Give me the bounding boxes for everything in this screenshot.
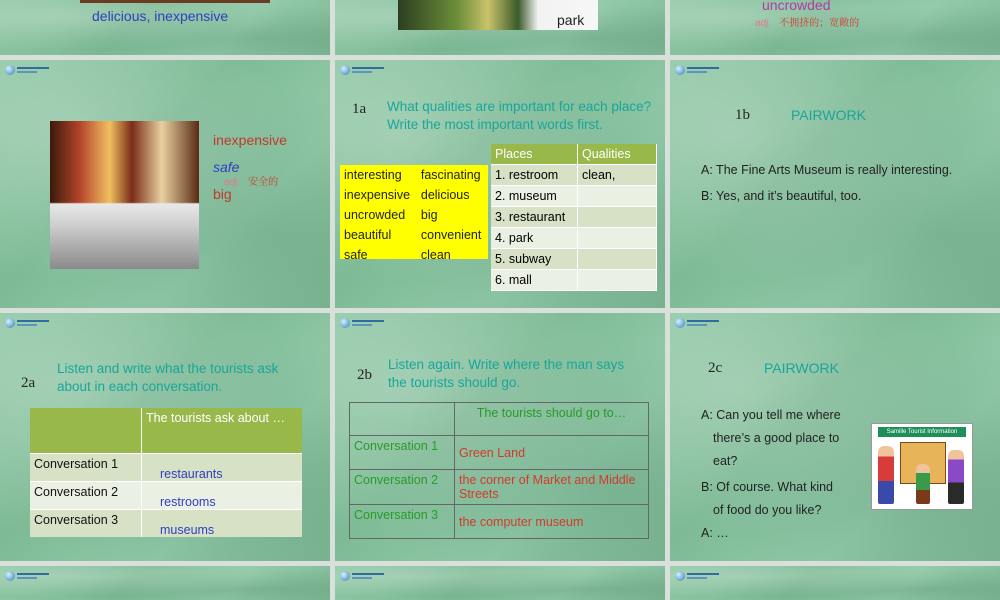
word-bank-word: interesting: [344, 168, 402, 182]
slide-bottom-middle[interactable]: [335, 566, 665, 600]
logo-icon: [5, 65, 51, 75]
places-row: [491, 228, 657, 249]
conversation-row: [350, 470, 649, 505]
tourists-table: [30, 408, 302, 537]
quality-cell[interactable]: clean,: [578, 165, 657, 186]
places-row: [491, 207, 657, 228]
places-row: [491, 186, 657, 207]
conversation-row: [350, 505, 649, 539]
destination-answer[interactable]: Green Land: [455, 436, 649, 470]
slide-top-middle[interactable]: [335, 0, 665, 55]
ask-about-answer[interactable]: museums: [142, 510, 303, 538]
slide-bottom-left[interactable]: [0, 566, 330, 600]
exercise-number: 1a: [352, 101, 367, 117]
word-inexpensive: inexpensive: [213, 132, 287, 148]
logo-icon: [340, 571, 386, 581]
destination-answer[interactable]: the corner of Market and Middle Streets: [455, 470, 649, 505]
dialogue: [701, 404, 871, 545]
header-blank: [30, 408, 142, 454]
dialogue-line: B: Of course. What kind: [701, 480, 833, 494]
dialogue-line: eat?: [713, 454, 738, 468]
instruction: Listen and write what the tourists ask about in each conversation.: [57, 361, 279, 394]
dialogue-line-a: A: The Fine Arts Museum is really interesting.: [701, 163, 953, 177]
logo-icon: [340, 318, 386, 328]
word-safe: safe: [213, 159, 240, 175]
slide-bottom-right[interactable]: [670, 566, 1000, 600]
destination-answer[interactable]: the computer museum: [455, 505, 649, 539]
quality-cell[interactable]: [578, 186, 657, 207]
conversation-label: Conversation 1: [350, 436, 455, 470]
word-bank-word: safe: [344, 248, 368, 262]
logo-icon: [675, 65, 721, 75]
conversation-row: [30, 510, 302, 538]
word-bank-word: fascinating: [420, 168, 481, 182]
conversation-label: Conversation 1: [30, 454, 142, 482]
pos-label: adj.: [755, 18, 772, 29]
caption-park: park: [557, 12, 585, 28]
word-bank-row: [340, 165, 488, 185]
place-cell: 2. museum: [491, 186, 578, 207]
dialogue-line: A: …: [701, 526, 729, 540]
word-uncrowded: uncrowded: [762, 0, 831, 13]
ask-about-answer[interactable]: restrooms: [142, 482, 303, 510]
exercise-number: 1b: [735, 107, 750, 123]
conversation-row: [30, 482, 302, 510]
conversation-label: Conversation 3: [30, 510, 142, 538]
tourist-info-cartoon: [871, 423, 973, 510]
logo-icon: [5, 571, 51, 581]
person-middle-icon: [916, 464, 930, 504]
conversation-row: [350, 436, 649, 470]
quality-cell[interactable]: [578, 249, 657, 270]
slide-top-left[interactable]: [0, 0, 330, 55]
header-blank: [350, 403, 455, 436]
dialogue-line: there’s a good place to: [713, 431, 840, 445]
quality-cell[interactable]: [578, 207, 657, 228]
place-cell: 5. subway: [491, 249, 578, 270]
slide-top-right[interactable]: [670, 0, 1000, 55]
conversation-row: [30, 454, 302, 482]
slide-2a[interactable]: [0, 313, 330, 561]
word-bank-word: delicious: [420, 188, 470, 202]
caption-delicious: delicious, inexpensive: [92, 8, 229, 24]
word-bank-table: [340, 165, 488, 265]
word-big: big: [213, 186, 232, 202]
dialogue-line: of food do you like?: [713, 503, 822, 517]
header-qualities: Qualities: [578, 144, 657, 165]
word-bank-word: uncrowded: [344, 208, 406, 222]
place-cell: 1. restroom: [491, 165, 578, 186]
conversation-label: Conversation 3: [350, 505, 455, 539]
header-should-go: The tourists should go to…: [455, 403, 649, 436]
quality-cell[interactable]: [578, 228, 657, 249]
pairwork-title: PAIRWORK: [764, 360, 839, 376]
word-bank-word: convenient: [420, 228, 482, 242]
slide-vocab-safe[interactable]: [0, 60, 330, 308]
uncrowded-definition: [755, 17, 875, 30]
pairwork-title: PAIRWORK: [791, 107, 866, 123]
person-right-icon: [948, 450, 964, 504]
destinations-table: [349, 402, 649, 539]
pos-label: adj.: [224, 177, 241, 188]
header-places: Places: [491, 144, 578, 165]
dialogue-line: A: Can you tell me where: [701, 408, 841, 422]
person-left-icon: [878, 446, 894, 504]
conversation-label: Conversation 2: [350, 470, 455, 505]
slide-2b[interactable]: [335, 313, 665, 561]
quality-cell[interactable]: [578, 270, 657, 291]
food-photo-bottom: [80, 0, 270, 3]
places-row: [491, 270, 657, 291]
word-bank-word: clean: [420, 248, 451, 262]
safe-definition: [224, 173, 278, 188]
places-row: [491, 249, 657, 270]
word-bank-row: [340, 245, 488, 265]
word-bank-word: beautiful: [344, 228, 392, 242]
word-bank-word: inexpensive: [344, 188, 411, 202]
word-bank-row: [340, 205, 488, 225]
exercise-number: 2c: [708, 360, 723, 376]
meaning: 不拥挤的；宽敞的: [779, 18, 860, 29]
word-bank: [340, 165, 488, 262]
logo-icon: [675, 571, 721, 581]
logo-icon: [675, 318, 721, 328]
slide-1a[interactable]: [335, 60, 665, 308]
place-cell: 6. mall: [491, 270, 578, 291]
restaurant-photo: [50, 121, 199, 269]
meaning: 安全的: [248, 177, 279, 188]
word-bank-word: big: [420, 208, 438, 222]
instruction: Listen again. Write where the man says the tourists should go.: [388, 357, 625, 390]
word-bank-row: [340, 185, 488, 205]
logo-icon: [5, 318, 51, 328]
instruction: What qualities are important for each place? Write the most important words first.: [387, 99, 652, 132]
info-sign: Samille Tourist Information: [878, 427, 966, 437]
header-ask-about: The tourists ask about …: [142, 408, 303, 454]
exercise-number: 2a: [21, 375, 36, 391]
places-row: [491, 165, 657, 186]
logo-icon: [340, 65, 386, 75]
conversation-label: Conversation 2: [30, 482, 142, 510]
place-cell: 3. restaurant: [491, 207, 578, 228]
ask-about-answer[interactable]: restaurants: [142, 454, 303, 482]
word-bank-row: [340, 225, 488, 245]
places-table: [491, 144, 657, 291]
dialogue-line-b: B: Yes, and it’s beautiful, too.: [701, 189, 862, 203]
place-cell: 4. park: [491, 228, 578, 249]
exercise-number: 2b: [357, 367, 372, 383]
slide-1b[interactable]: [670, 60, 1000, 308]
slide-2c[interactable]: [670, 313, 1000, 561]
